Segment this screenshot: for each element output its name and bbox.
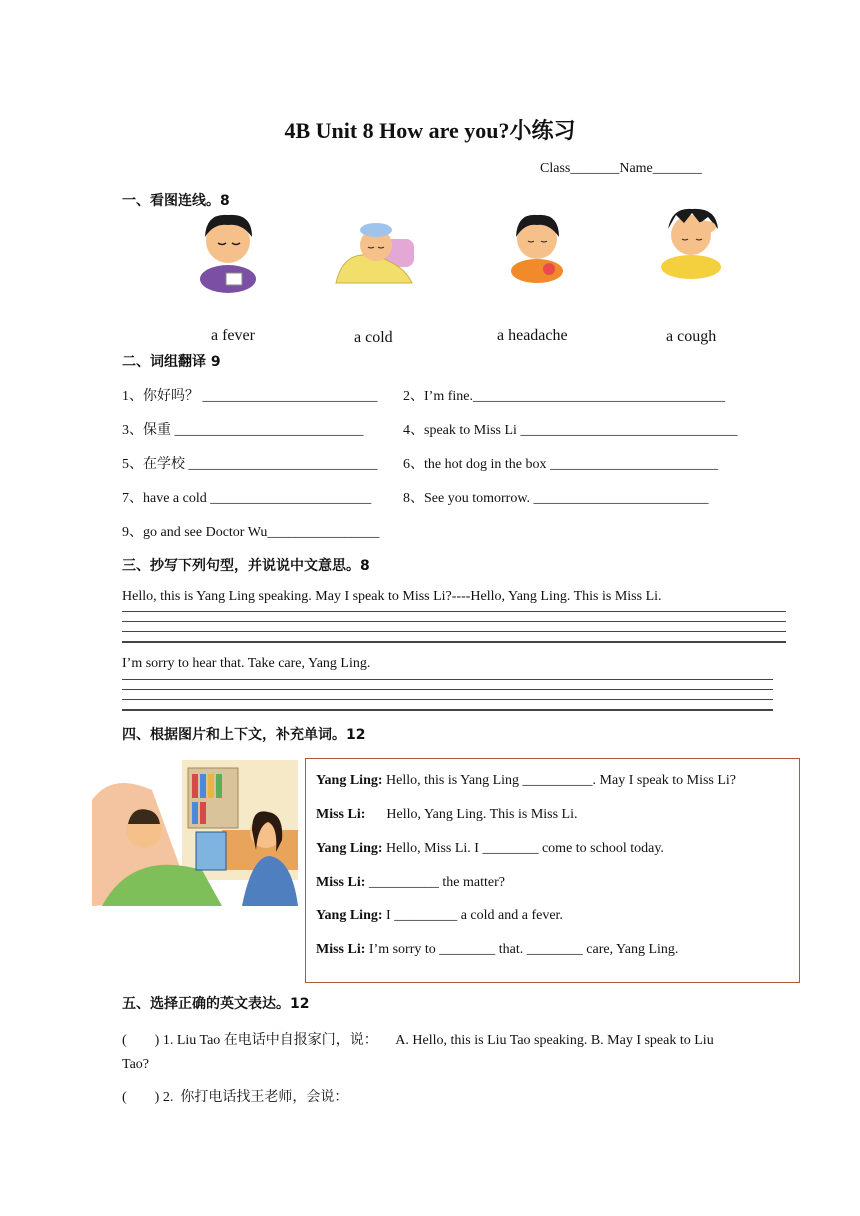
label-fever: a fever <box>211 327 255 344</box>
question-2: ( ) 2. 你打电话找王老师，会说： <box>122 1090 349 1105</box>
writing-line <box>122 641 786 643</box>
dialogue-text: I’m sorry to ________ that. ________ care, Yang Ling. <box>365 942 679 957</box>
section-2-heading: 二、词组翻译 9 <box>122 354 221 370</box>
page-title: 4B Unit 8 How are you?小练习 <box>284 118 576 143</box>
section-3-heading: 三、抄写下列句型，并说说中文意思。8 <box>122 558 370 574</box>
writing-line <box>122 611 786 612</box>
translation-item: 5、在学校 ___________________________ <box>122 457 378 472</box>
dialogue-speaker: Yang Ling: <box>316 908 383 923</box>
dialogue-speaker: Miss Li: <box>316 942 366 957</box>
dialogue-line <box>316 773 736 789</box>
question-1: ( ) 1. Liu Tao 在电话中自报家门，说： A. Hello, this is Liu Tao speaking. B. May I speak to Liu <box>122 1033 714 1048</box>
section-4-heading: 四、根据图片和上下文，补充单词。12 <box>122 727 366 743</box>
translation-item: 7、have a cold _______________________ <box>122 491 372 506</box>
label-cough: a cough <box>666 328 717 345</box>
translation-item: 2、I’m fine.____________________________________ <box>403 389 725 404</box>
dialogue-speaker: Miss Li: <box>316 875 366 890</box>
boy-fever-illustration <box>192 207 264 293</box>
dialogue-line <box>316 908 563 924</box>
dialogue-line <box>316 942 678 958</box>
translation-item: 3、保重 ___________________________ <box>122 423 364 438</box>
translation-item: 9、go and see Doctor Wu________________ <box>122 525 380 540</box>
boy-cough-illustration <box>656 203 726 279</box>
translation-item: 4、speak to Miss Li _______________________________ <box>403 423 738 438</box>
writing-line <box>122 621 786 622</box>
section-1-heading: 一、看图连线。8 <box>122 193 230 209</box>
dialogue-text: __________ the matter? <box>365 875 505 890</box>
class-name-line: Class_______Name_______ <box>540 161 702 176</box>
writing-line <box>122 631 786 632</box>
dialogue-text: Hello, Yang Ling. This is Miss Li. <box>365 807 578 822</box>
dialogue-speaker: Miss Li: <box>316 807 366 822</box>
section-5-heading: 五、选择正确的英文表达。12 <box>122 996 310 1012</box>
boy-headache-illustration <box>503 207 571 283</box>
phone-call-illustration <box>92 760 298 906</box>
translation-item: 8、See you tomorrow. _________________________ <box>403 491 709 506</box>
dialogue-speaker: Yang Ling: <box>316 773 383 788</box>
dialogue-line <box>316 841 664 857</box>
dialogue-text: I _________ a cold and a fever. <box>382 908 563 923</box>
girl-cold-illustration <box>334 213 418 289</box>
copy-sentence-2: I’m sorry to hear that. Take care, Yang Ling. <box>122 656 371 671</box>
writing-line <box>122 699 773 700</box>
question-1-continued: Tao? <box>122 1057 150 1072</box>
dialogue-speaker: Yang Ling: <box>316 841 383 856</box>
copy-sentence-1: Hello, this is Yang Ling speaking. May I speak to Miss Li?----Hello, Yang Ling. This is Miss Li. <box>122 589 662 604</box>
dialogue-text: Hello, this is Yang Ling __________. May I speak to Miss Li? <box>382 773 737 788</box>
writing-line <box>122 689 773 690</box>
writing-line <box>122 679 773 680</box>
dialogue-text: Hello, Miss Li. I ________ come to school today. <box>382 841 664 856</box>
label-cold: a cold <box>354 329 393 346</box>
translation-item: 6、the hot dog in the box ________________________ <box>403 457 718 472</box>
dialogue-box <box>305 758 800 983</box>
translation-item: 1、你好吗？ _________________________ <box>122 389 378 404</box>
label-headache: a headache <box>497 327 568 344</box>
dialogue-line <box>316 807 578 823</box>
writing-line <box>122 709 773 711</box>
dialogue-line <box>316 875 505 891</box>
